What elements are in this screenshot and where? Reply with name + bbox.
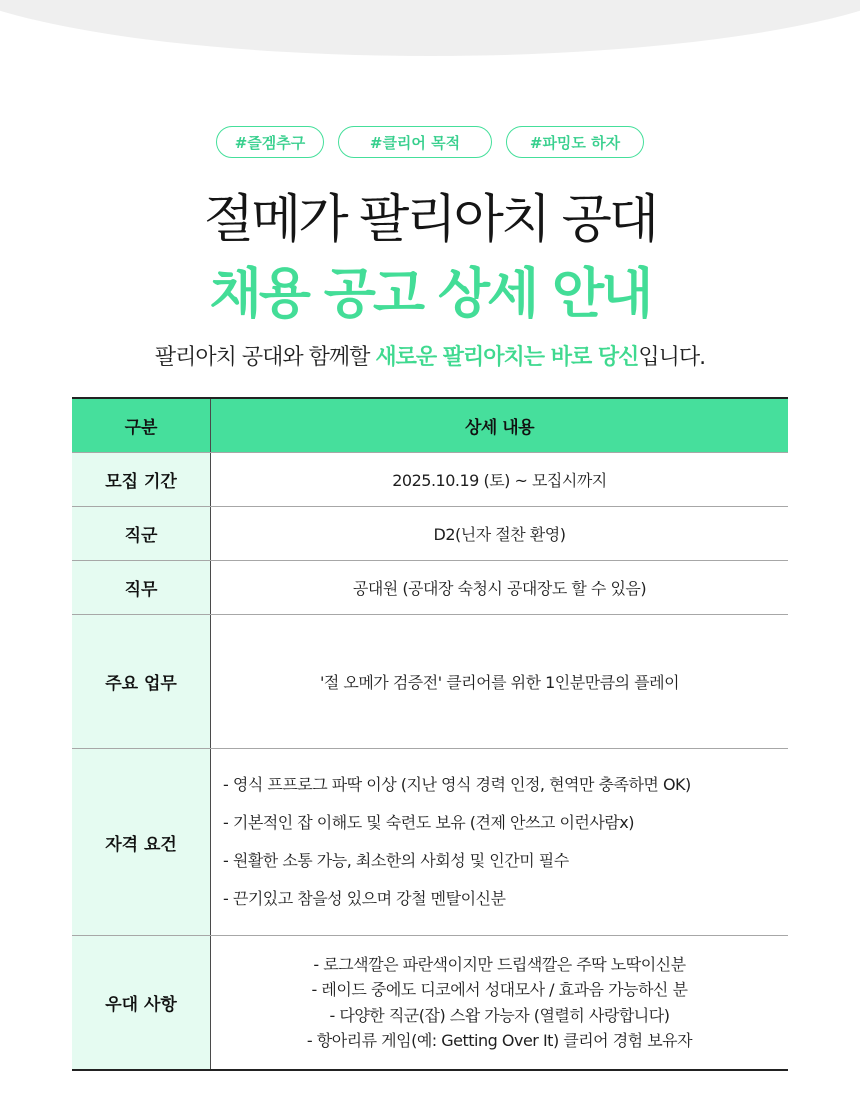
row-label: 자격 요건 [72,749,211,935]
intro-sentence [0,340,860,376]
row-label: 직무 [72,561,211,614]
table-row [72,614,788,748]
list-item: - 다양한 직군(잡) 스왑 가능자 (열렬히 사랑합니다) [329,1005,670,1025]
intro-highlight: 새로운 팔리아치는 바로 당신 [375,345,639,370]
recruitment-table [72,397,788,1071]
table-row [72,452,788,506]
list-item: - 항아리류 게임(예: Getting Over It) 클리어 경험 보유자 [306,1031,693,1050]
row-label: 우대 사항 [72,936,211,1069]
hashtag-chip: #클리어 목적 [338,126,492,158]
table-row [72,935,788,1069]
list-item: - 영식 프프로그 파딱 이상 (지난 영식 경력 인정, 현역만 충족하면 OK) [223,775,691,794]
hashtag-chip: #즐겜추구 [216,126,324,158]
page-title: 절메가 팔리아치 공대 [203,190,657,250]
list-item: - 끈기있고 참을성 있으며 강철 멘탈이신분 [223,889,506,908]
preference-list [211,936,788,1069]
row-content: '절 오메가 검증전' 클리어를 위한 1인분만큼의 플레이 [319,673,680,692]
intro-suffix: 입니다. [638,345,706,370]
row-content: 공대원 (공대장 숙청시 공대장도 할 수 있음) [352,579,647,598]
list-item: - 로그색깔은 파란색이지만 드립색깔은 주딱 노딱이신분 [313,954,686,974]
table-header-row [72,399,788,452]
qualification-list [211,749,788,935]
header-details: 상세 내용 [464,418,535,438]
list-item: - 레이드 중에도 디코에서 성대모사 / 효과음 가능하신 분 [311,980,688,999]
row-content: 2025.10.19 (토) ~ 모집시까지 [392,471,607,490]
hashtag-list [0,126,860,158]
header-category: 구분 [72,399,211,452]
row-content: D2(닌자 절찬 환영) [433,525,566,544]
row-label: 모집 기간 [72,453,211,506]
row-label: 직군 [72,507,211,560]
table-row [72,506,788,560]
table-row [72,560,788,614]
table-row [72,748,788,935]
row-label: 주요 업무 [72,615,211,748]
list-item: - 원활한 소통 가능, 최소한의 사회성 및 인간미 필수 [223,851,569,870]
page-subtitle-highlight: 채용 공고 상세 안내 [209,262,651,325]
list-item: - 기본적인 잡 이해도 및 숙련도 보유 (견제 안쓰고 이런사람x) [223,813,634,832]
hashtag-chip: #파밍도 하자 [506,126,644,158]
intro-prefix: 팔리아치 공대와 함께할 [154,345,376,370]
top-decorative-arc [0,0,860,56]
